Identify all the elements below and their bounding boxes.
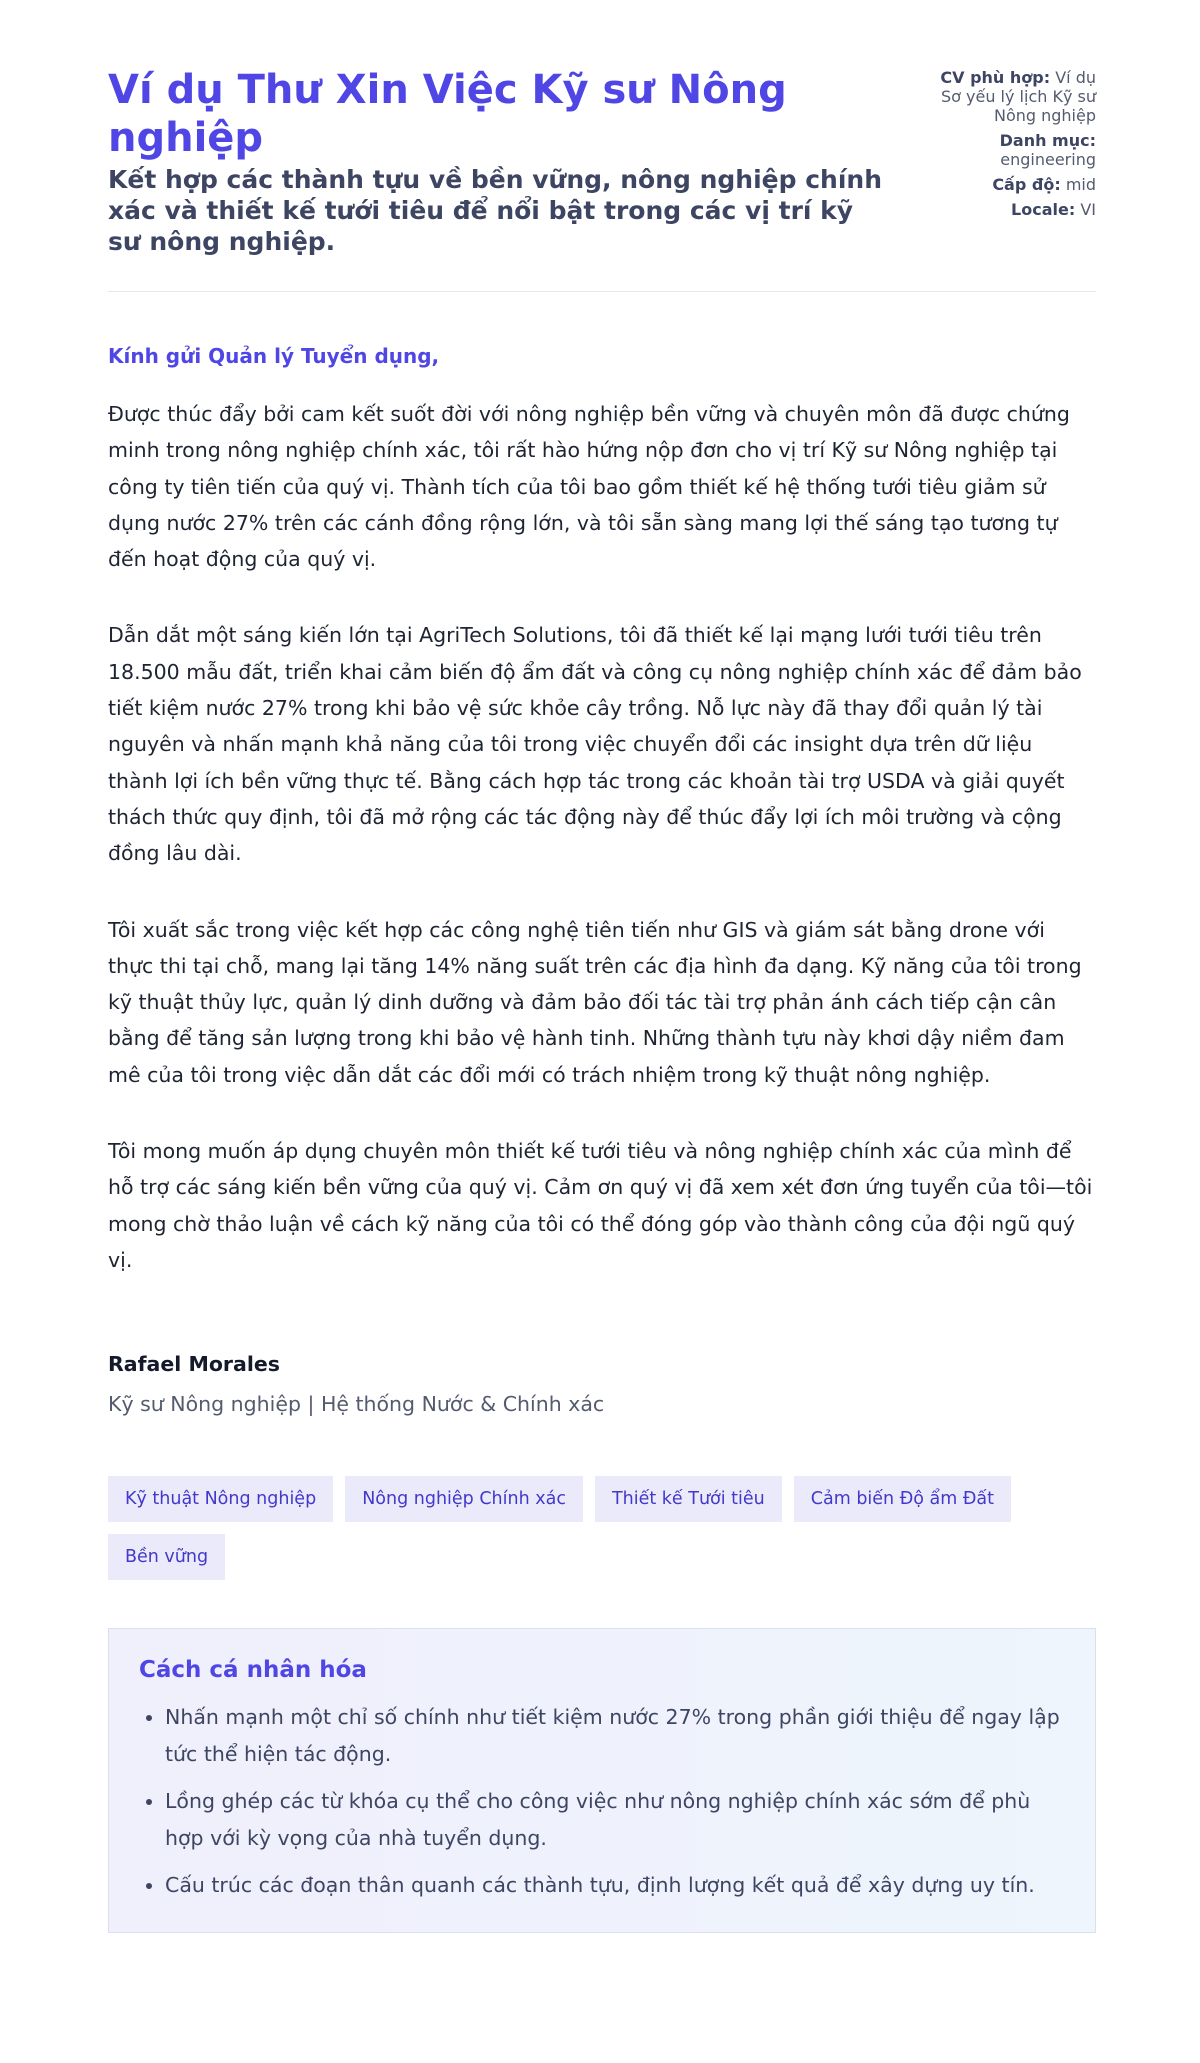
- meta-category: [921, 131, 1096, 169]
- meta-level-label: Cấp độ:: [992, 175, 1061, 194]
- meta-category-label: Danh mục:: [999, 131, 1096, 150]
- meta-panel: [921, 68, 1096, 225]
- tips-list: [139, 1699, 1065, 1904]
- keyword-tags: [108, 1476, 1096, 1580]
- signature-title: Kỹ sư Nông nghiệp | Hệ thống Nước & Chính xác: [108, 1392, 605, 1417]
- tips-list-item: • Lồng ghép các từ khóa cụ thể cho công việc như nông nghiệp chính xác sớm để phù hợp với kỳ vọng của nhà tuyển dụng.: [165, 1783, 1065, 1856]
- letter-paragraph: Dẫn dắt một sáng kiến lớn tại AgriTech Solutions, tôi đã thiết kế lại mạng lưới tưới tiêu trên 18.500 mẫu đất, triển khai cảm biến độ ẩm đất và công cụ nông nghiệp chính xác để đảm bảo tiết kiệm nước 27% trong khi bảo vệ sức khỏe cây trồng. Nỗ lực này đã thay đổi quản lý tài nguyên và nhấn mạnh khả năng của tôi trong việc chuyển đổi các insight dựa trên dữ liệu thành lợi ích bền vững thực tế. Bằng cách hợp tác trong các khoản tài trợ USDA và giải quyết thách thức quy định, tôi đã mở rộng các tác động này để thúc đẩy lợi ích môi trường và cộng đồng lâu dài.: [108, 623, 1082, 866]
- keyword-tag: Nông nghiệp Chính xác: [345, 1476, 583, 1522]
- letter-paragraph: Được thúc đẩy bởi cam kết suốt đời với nông nghiệp bền vững và chuyên môn đã được chứng minh trong nông nghiệp chính xác, tôi rất hào hứng nộp đơn cho vị trí Kỹ sư Nông nghiệp tại công ty tiên tiến của quý vị. Thành tích của tôi bao gồm thiết kế hệ thống tưới tiêu giảm sử dụng nước 27% trên các cánh đồng rộng lớn, và tôi sẵn sàng mang lợi thế sáng tạo tương tự đến hoạt động của quý vị.: [108, 402, 1070, 572]
- personalization-tips-box: [108, 1628, 1096, 1933]
- tips-list-item: • Nhấn mạnh một chỉ số chính như tiết kiệm nước 27% trong phần giới thiệu để ngay lập tức thể hiện tác động.: [165, 1699, 1065, 1772]
- meta-cv: [921, 68, 1096, 125]
- meta-locale-value: VI: [1080, 200, 1096, 219]
- meta-category-value: engineering: [1000, 150, 1096, 169]
- keyword-tag: Cảm biến Độ ẩm Đất: [794, 1476, 1011, 1522]
- tips-list-item: • Cấu trúc các đoạn thân quanh các thành tựu, định lượng kết quả để xây dựng uy tín.: [165, 1867, 1065, 1904]
- tips-heading: Cách cá nhân hóa: [139, 1657, 367, 1684]
- header-text: [108, 66, 888, 257]
- letter-greeting: Kính gửi Quản lý Tuyển dụng,: [108, 344, 440, 368]
- meta-locale-label: Locale:: [1011, 200, 1076, 219]
- keyword-tag: Thiết kế Tưới tiêu: [595, 1476, 782, 1522]
- meta-locale: [921, 200, 1096, 219]
- letter-paragraph: Tôi mong muốn áp dụng chuyên môn thiết kế tưới tiêu và nông nghiệp chính xác của mình để hỗ trợ các sáng kiến bền vững của quý vị. Cảm ơn quý vị đã xem xét đơn ứng tuyển của tôi—tôi mong chờ thảo luận về cách kỹ năng của tôi có thể đóng góp vào thành công của đội ngũ quý vị.: [108, 1139, 1093, 1272]
- page-header: [108, 66, 1096, 292]
- letter-paragraph: Tôi xuất sắc trong việc kết hợp các công nghệ tiên tiến như GIS và giám sát bằng drone với thực thi tại chỗ, mang lại tăng 14% năng suất trên các địa hình đa dạng. Kỹ năng của tôi trong kỹ thuật thủy lực, quản lý dinh dưỡng và đảm bảo đối tác tài trợ phản ánh cách tiếp cận cân bằng để tăng sản lượng trong khi bảo vệ hành tinh. Những thành tựu này khơi dậy niềm đam mê của tôi trong việc dẫn dắt các đổi mới có trách nhiệm trong kỹ thuật nông nghiệp.: [108, 917, 1082, 1087]
- cover-letter-page: [108, 66, 1096, 1933]
- keyword-tag: Kỹ thuật Nông nghiệp: [108, 1476, 333, 1522]
- keyword-tag: Bền vững: [108, 1534, 225, 1580]
- meta-cv-value: Ví dụ Sơ yếu lý lịch Kỹ sư Nông nghiệp: [940, 68, 1096, 125]
- page-title: Ví dụ Thư Xin Việc Kỹ sư Nông nghiệp: [108, 67, 787, 161]
- meta-level-value: mid: [1065, 175, 1096, 194]
- signature-name: Rafael Morales: [108, 1352, 280, 1377]
- page-subtitle: Kết hợp các thành tựu về bền vững, nông nghiệp chính xác và thiết kế tưới tiêu để nổi bật trong các vị trí kỹ sư nông nghiệp.: [108, 165, 882, 256]
- meta-cv-label: CV phù hợp:: [940, 68, 1051, 87]
- meta-level: [921, 175, 1096, 194]
